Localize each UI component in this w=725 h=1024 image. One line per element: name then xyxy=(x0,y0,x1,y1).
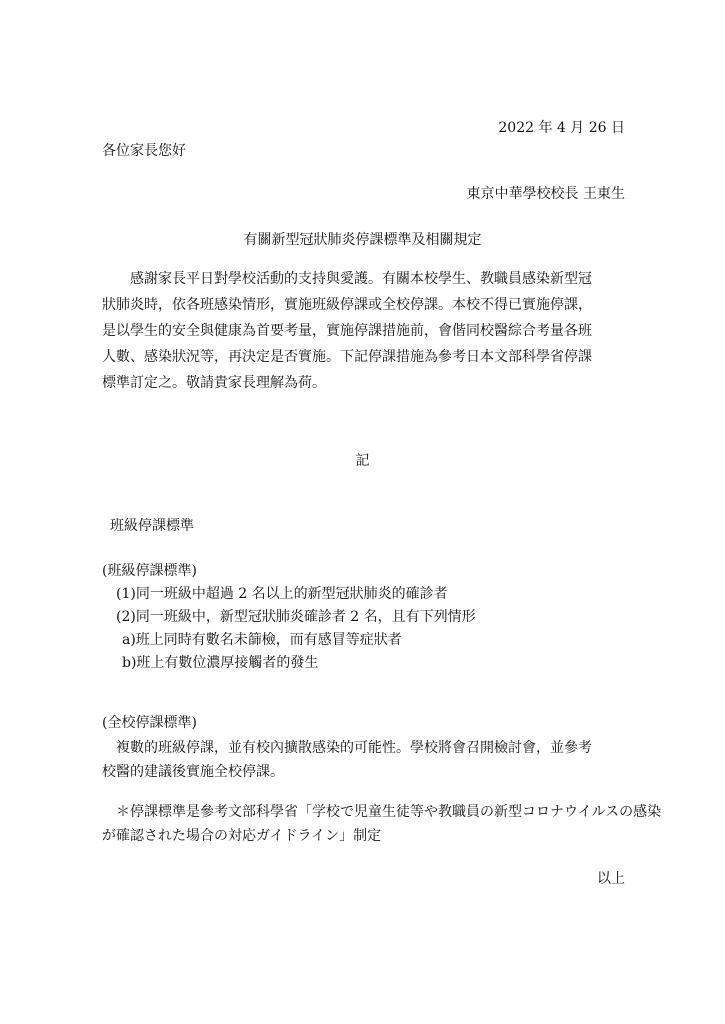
document-title: 有關新型冠狀肺炎停課標準及相關規定 xyxy=(243,232,482,248)
greeting: 各位家長您好 xyxy=(102,143,186,159)
footnote-line: ＊停課標準是參考文部科學省「学校で児童生徒等や教職員の新型コロナウイルスの感染 xyxy=(116,804,662,820)
sender-signature: 東京中華學校校長 王東生 xyxy=(466,186,625,202)
school-standard-heading: (全校停課標準) xyxy=(102,715,197,731)
section-heading: 班級停課標準 xyxy=(110,518,194,534)
intro-line: 狀肺炎時，依各班感染情形，實施班級停課或全校停課。本校不得已實施停課， xyxy=(102,297,592,313)
school-standard-line: 複數的班級停課，並有校內擴散感染的可能性。學校將會召開檢討會，並參考 xyxy=(116,740,592,756)
intro-paragraph xyxy=(102,266,622,396)
class-standard-heading: (班級停課標準) xyxy=(102,563,197,579)
intro-line: 感謝家長平日對學校活動的支持與愛護。有關本校學生、教職員感染新型冠 xyxy=(130,271,592,287)
ki-marker: 記 xyxy=(355,453,370,469)
class-standard-sub-a: a)班上同時有數名未篩檢，而有感冒等症狀者 xyxy=(122,632,402,648)
footnote-line: が確認された場合の対応ガイドライン」制定 xyxy=(102,828,382,844)
document-date: 2022 年 4 月 26 日 xyxy=(498,120,625,136)
intro-line: 人數、感染狀況等，再決定是否實施。下記停課措施為參考日本文部科學省停課 xyxy=(102,349,592,365)
intro-line: 是以學生的安全與健康為首要考量，實施停課措施前，會偕同校醫綜合考量各班 xyxy=(102,323,592,339)
class-standard-item-2: (2)同一班級中，新型冠狀肺炎確診者 2 名，且有下列情形 xyxy=(116,609,476,625)
closing-mark: 以上 xyxy=(597,871,625,887)
class-standard-item-1: (1)同一班級中超過 2 名以上的新型冠狀肺炎的確診者 xyxy=(116,586,448,602)
school-standard-line: 校醫的建議後實施全校停課。 xyxy=(102,764,284,780)
class-standard-sub-b: b)班上有數位濃厚接觸者的發生 xyxy=(122,655,319,671)
intro-line: 標準訂定之。敬請貴家長理解為荷。 xyxy=(102,375,326,391)
